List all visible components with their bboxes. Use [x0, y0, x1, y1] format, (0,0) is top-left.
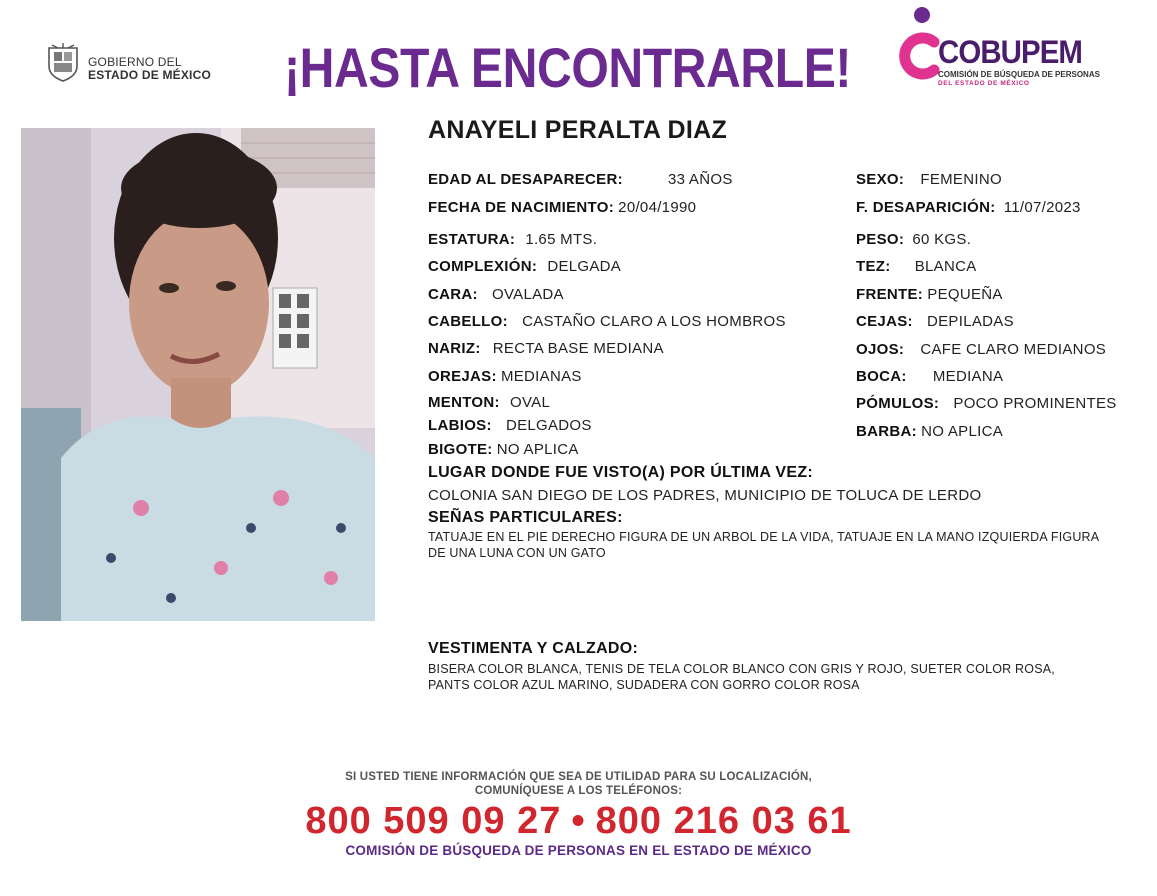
phone-separator: • — [571, 800, 586, 842]
gov-line1: GOBIERNO DEL — [88, 55, 182, 69]
marks-line2: DE UNA LUNA CON UN GATO — [428, 546, 606, 560]
field-value: NO APLICA — [496, 441, 579, 458]
cobupem-c-icon — [894, 4, 942, 84]
field-value: BLANCA — [914, 258, 977, 275]
gobierno-text — [88, 56, 211, 82]
field-label: CEJAS: — [856, 313, 913, 330]
footer-info — [0, 770, 1157, 798]
field-label: SEXO: — [856, 171, 905, 188]
field-label: F. DESAPARICIÓN: — [856, 199, 996, 216]
marks-line1: TATUAJE EN EL PIE DERECHO FIGURA DE UN ARBOL DE LA VIDA, TATUAJE EN LA MANO IZQUIERDA FIGURA — [428, 530, 1100, 544]
field-label: BARBA: — [856, 423, 917, 440]
phone-numbers — [0, 800, 1157, 843]
field-label: NARIZ: — [428, 340, 481, 357]
field-labios — [428, 417, 592, 435]
clothing-line2: PANTS COLOR AZUL MARINO, SUDADERA CON GORRO COLOR ROSA — [428, 678, 860, 692]
field-label: OJOS: — [856, 341, 905, 358]
field-value: FEMENINO — [920, 171, 1002, 188]
person-photo — [21, 128, 375, 621]
phone-2[interactable]: 800 216 03 61 — [595, 800, 852, 842]
field-cara — [428, 286, 564, 304]
field-value: 11/07/2023 — [1003, 199, 1081, 216]
field-label: CABELLO: — [428, 313, 508, 330]
field-edad — [428, 171, 733, 189]
field-value: CASTAÑO CLARO A LOS HOMBROS — [522, 313, 786, 330]
field-value: OVAL — [510, 394, 551, 411]
cobupem-sub2: DEL ESTADO DE MÉXICO — [938, 80, 1030, 87]
field-fecha-nacimiento — [428, 199, 696, 217]
field-tez — [856, 258, 977, 276]
field-cabello — [428, 313, 786, 331]
field-orejas — [428, 368, 582, 386]
field-value: 60 KGS. — [912, 231, 972, 248]
page-title: ¡HASTA ENCONTRARLE! — [284, 36, 852, 99]
clothing-line1: BISERA COLOR BLANCA, TENIS DE TELA COLOR BLANCO CON GRIS Y ROJO, SUETER COLOR ROSA, — [428, 662, 1055, 676]
field-nariz — [428, 340, 664, 358]
field-barba — [856, 423, 1003, 441]
last-seen-label: LUGAR DONDE FUE VISTO(A) POR ÚLTIMA VEZ: — [428, 464, 814, 481]
field-value: 1.65 MTS. — [525, 231, 598, 248]
field-estatura — [428, 231, 597, 249]
marks-label: SEÑAS PARTICULARES: — [428, 509, 623, 526]
field-desaparicion — [856, 199, 1081, 217]
field-ojos — [856, 341, 1106, 359]
footer-info-line2: COMUNÍQUESE A LOS TELÉFONOS: — [474, 785, 683, 797]
field-value: DELGADOS — [505, 417, 592, 434]
field-label: FECHA DE NACIMIENTO: — [428, 199, 614, 216]
field-value: MEDIANA — [932, 368, 1004, 385]
field-peso — [856, 231, 971, 249]
field-value: PEQUEÑA — [927, 286, 1003, 303]
field-boca — [856, 368, 1003, 386]
field-label: LABIOS: — [428, 417, 492, 434]
field-value: DELGADA — [547, 258, 622, 275]
cobupem-logo — [894, 4, 1100, 92]
field-value: MEDIANAS — [500, 368, 582, 385]
field-value: POCO PROMINENTES — [953, 395, 1117, 412]
field-label: PÓMULOS: — [856, 395, 940, 412]
cobupem-sub1: COMISIÓN DE BÚSQUEDA DE PERSONAS — [938, 70, 1100, 79]
field-value: CAFE CLARO MEDIANOS — [920, 341, 1107, 358]
field-value: 33 AÑOS — [668, 171, 733, 188]
field-value: OVALADA — [492, 286, 564, 303]
field-pomulos — [856, 395, 1117, 413]
field-label: MENTON: — [428, 394, 500, 411]
field-label: CARA: — [428, 286, 478, 303]
field-bigote — [428, 441, 579, 459]
field-label: FRENTE: — [856, 286, 924, 303]
field-label: OREJAS: — [428, 368, 497, 385]
field-label: COMPLEXIÓN: — [428, 258, 538, 275]
field-cejas — [856, 313, 1014, 331]
person-photo-icon — [21, 128, 375, 621]
field-value: NO APLICA — [921, 423, 1004, 440]
state-shield-icon — [46, 42, 80, 82]
field-label: EDAD AL DESAPARECER: — [428, 171, 623, 188]
footer-commission: COMISIÓN DE BÚSQUEDA DE PERSONAS EN EL ESTADO DE MÉXICO — [345, 843, 812, 858]
phone-1[interactable]: 800 509 09 27 — [305, 800, 562, 842]
field-frente — [856, 286, 1003, 304]
cobupem-name: COBUPEM — [938, 34, 1083, 70]
field-value: 20/04/1990 — [618, 199, 697, 216]
field-label: BIGOTE: — [428, 441, 493, 458]
field-label: TEZ: — [856, 258, 891, 275]
last-seen-value: COLONIA SAN DIEGO DE LOS PADRES, MUNICIPIO DE TOLUCA DE LERDO — [428, 487, 982, 504]
gobierno-logo — [46, 42, 226, 88]
field-sexo — [856, 171, 1002, 189]
gov-line2: ESTADO DE MÉXICO — [88, 68, 211, 82]
field-label: PESO: — [856, 231, 905, 248]
field-value: RECTA BASE MEDIANA — [492, 340, 664, 357]
clothing-label: VESTIMENTA Y CALZADO: — [428, 640, 639, 657]
field-value: DEPILADAS — [926, 313, 1014, 330]
person-name: ANAYELI PERALTA DIAZ — [428, 116, 728, 144]
field-complexion — [428, 258, 621, 276]
field-label: BOCA: — [856, 368, 907, 385]
footer-info-line1: SI USTED TIENE INFORMACIÓN QUE SEA DE UTILIDAD PARA SU LOCALIZACIÓN, — [345, 771, 812, 783]
field-label: ESTATURA: — [428, 231, 516, 248]
field-menton — [428, 394, 550, 412]
